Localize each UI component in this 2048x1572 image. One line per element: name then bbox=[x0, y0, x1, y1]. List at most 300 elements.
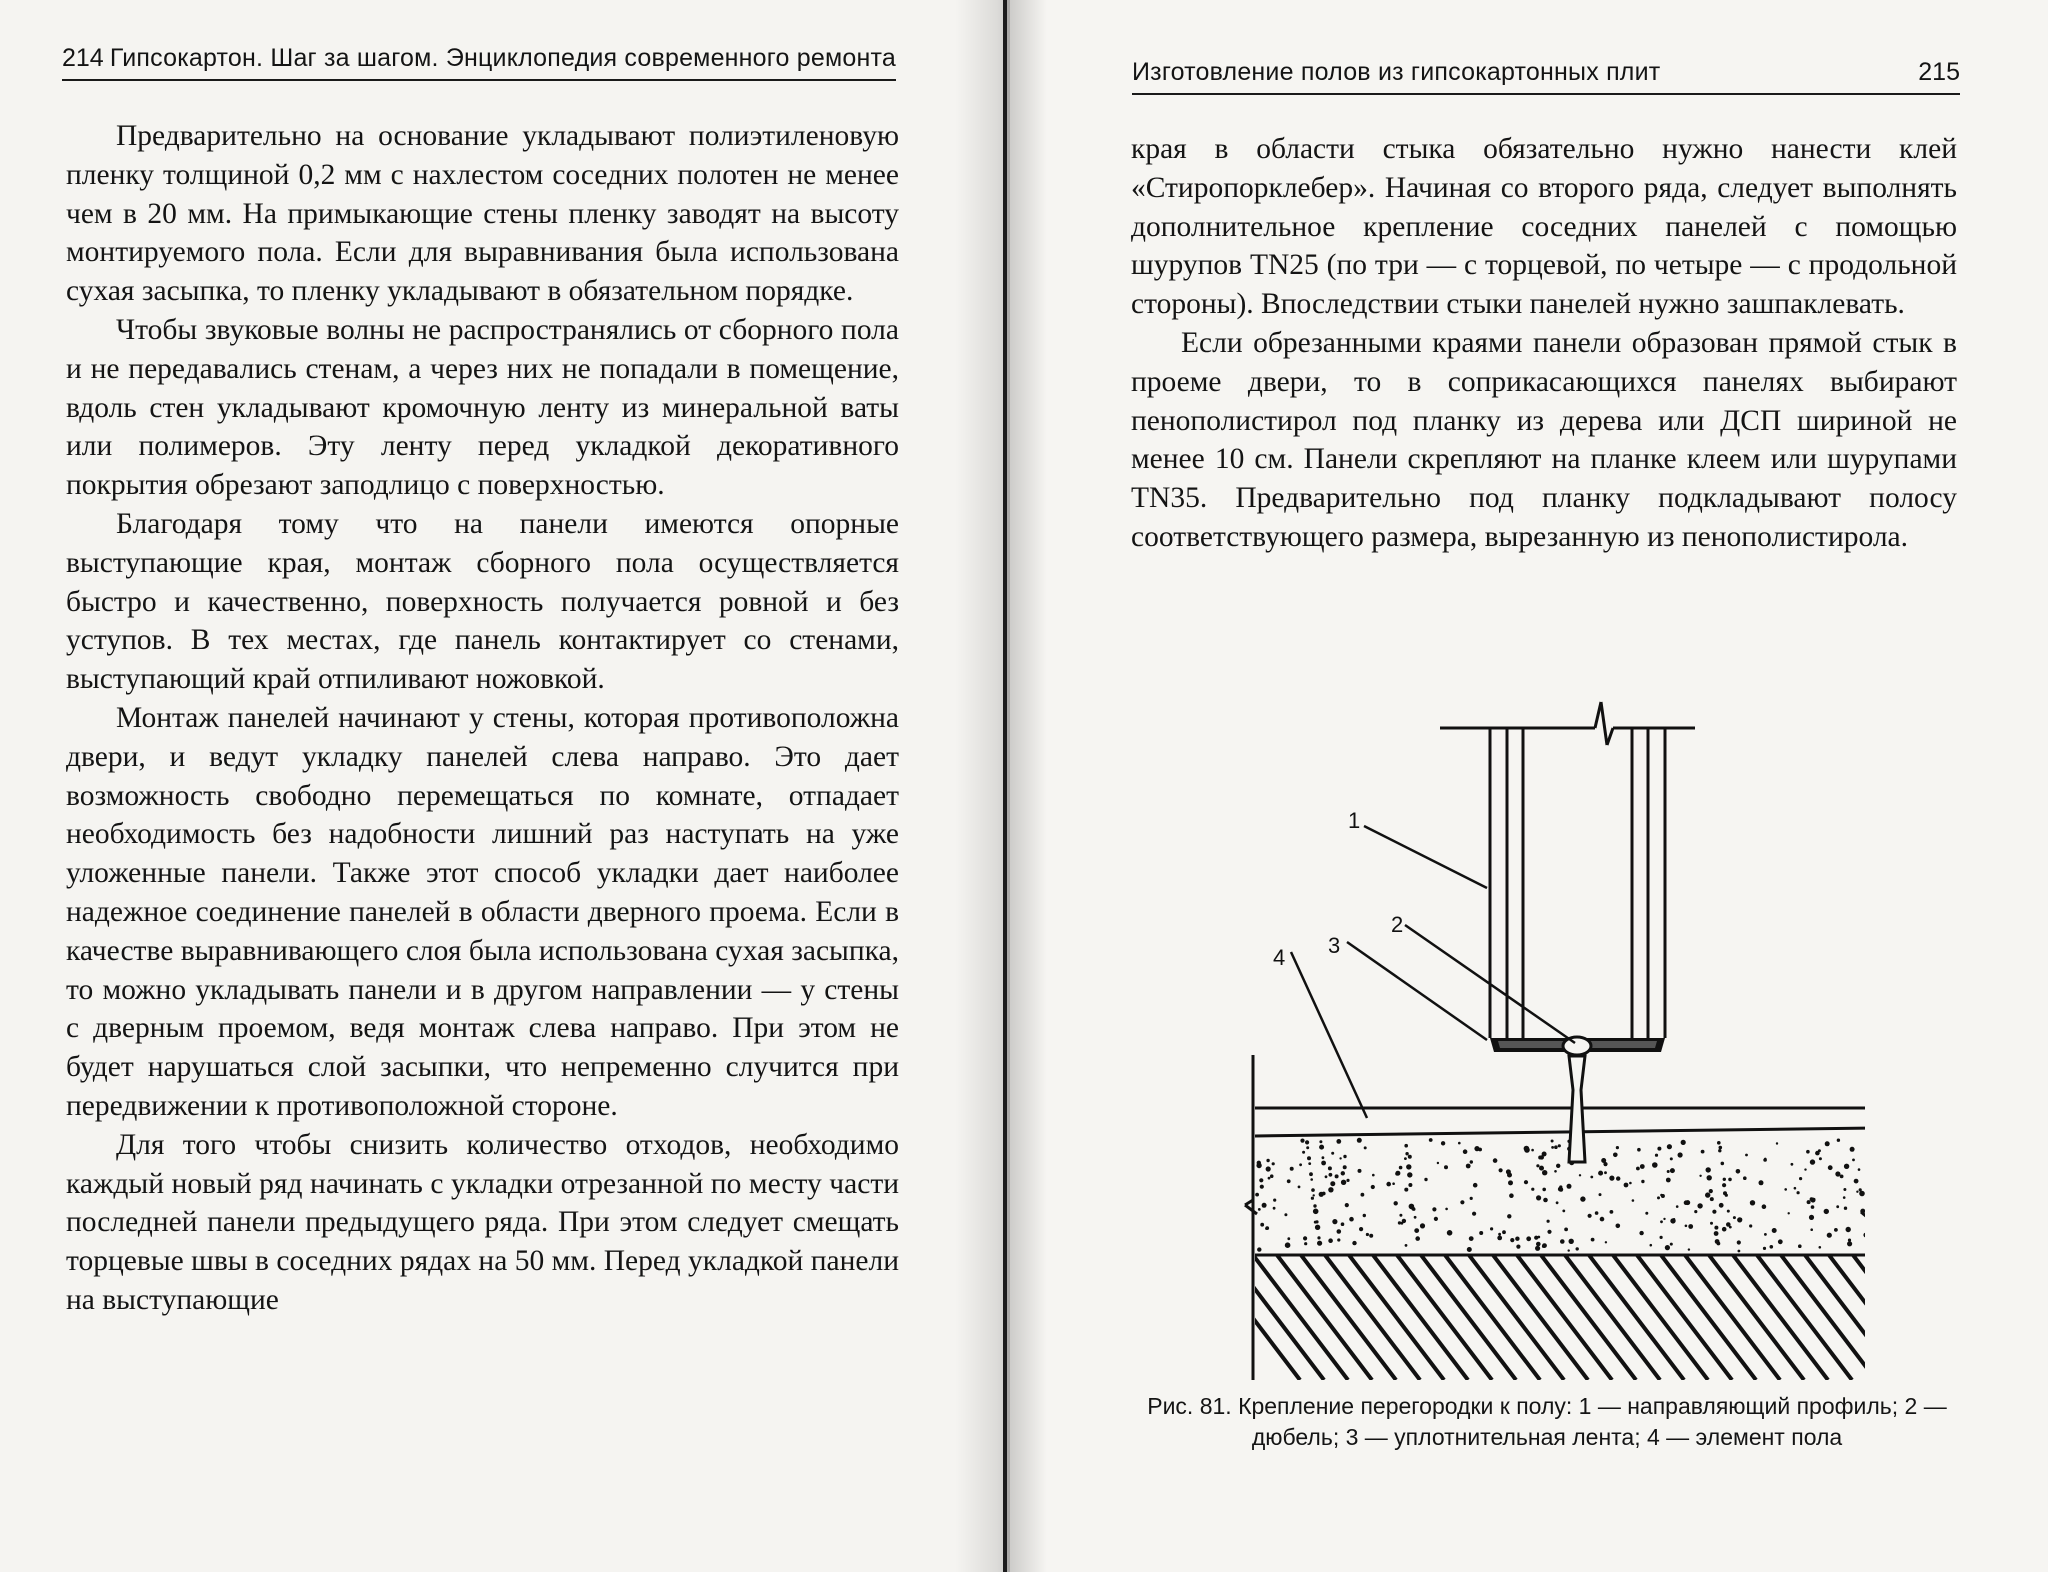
paragraph: Благодаря тому что на панели имеются опорные выступающие края, монтаж сборного пола осуществляется быстро и качественно, поверхность получается ровной и без уступов. В тех местах, где панель контактирует со стенами, выступающий край отпиливают ножовкой. bbox=[66, 507, 899, 696]
fill-grain bbox=[1266, 1159, 1269, 1162]
fill-grain bbox=[1319, 1140, 1322, 1143]
fill-grain bbox=[1670, 1168, 1675, 1173]
fill-grain bbox=[1493, 1158, 1498, 1163]
fill-grain bbox=[1667, 1170, 1670, 1173]
fill-grain bbox=[1666, 1178, 1671, 1183]
fill-grain bbox=[1508, 1180, 1513, 1185]
fill-grain bbox=[1306, 1146, 1309, 1149]
fill-grain bbox=[1432, 1207, 1436, 1211]
fill-grain bbox=[1706, 1167, 1711, 1172]
fill-grain bbox=[1825, 1141, 1830, 1146]
hatch-line bbox=[1325, 1255, 1420, 1380]
fill-grain bbox=[1788, 1212, 1790, 1214]
fill-grain bbox=[1858, 1168, 1861, 1171]
fill-grain bbox=[1727, 1210, 1730, 1213]
fill-grain bbox=[1844, 1207, 1847, 1210]
fill-grain bbox=[1258, 1208, 1261, 1211]
spine-shadow-right bbox=[1007, 0, 1047, 1572]
fill-grain bbox=[1472, 1212, 1476, 1216]
fill-grain bbox=[1330, 1181, 1335, 1186]
fill-grain bbox=[1299, 1163, 1302, 1166]
fill-grain bbox=[1610, 1210, 1614, 1214]
book-spine bbox=[1003, 0, 1007, 1572]
fill-grain bbox=[1463, 1149, 1468, 1154]
fill-grain bbox=[1335, 1174, 1339, 1178]
fill-grain bbox=[1804, 1168, 1806, 1170]
running-head-left bbox=[62, 44, 896, 81]
fill-grain bbox=[1722, 1183, 1726, 1187]
fill-grain bbox=[1409, 1204, 1415, 1210]
fill-grain bbox=[1729, 1226, 1732, 1229]
fill-grain bbox=[1337, 1238, 1340, 1241]
hatch-line bbox=[1733, 1255, 1828, 1380]
fill-grain bbox=[1762, 1204, 1767, 1209]
fill-grain bbox=[1718, 1149, 1721, 1152]
fill-grain bbox=[1392, 1182, 1395, 1185]
fill-grain bbox=[1837, 1139, 1840, 1142]
paragraph: Если обрезанными краями панели образован прямой стык в проеме двери, то в соприкасающихся панелях выбирают пенополистирол под планку из дерева или ДСП шириной не менее 10 см. Панели скрепляют на планке клеем или шурупами TN35. Предварительно под планку подкладывают полосу соответствующего размера, вырезанную из пенополистирола. bbox=[1131, 326, 1957, 553]
hatch-line bbox=[1397, 1255, 1492, 1380]
fill-grain bbox=[1819, 1157, 1822, 1160]
fill-grain bbox=[1526, 1236, 1531, 1241]
fill-grain bbox=[1536, 1242, 1541, 1247]
fill-grain bbox=[1598, 1171, 1603, 1176]
fill-grain bbox=[1507, 1214, 1511, 1218]
fill-grain bbox=[1737, 1217, 1742, 1222]
fill-grain bbox=[1759, 1180, 1764, 1185]
fill-grain bbox=[1329, 1173, 1333, 1177]
fill-grain bbox=[1366, 1233, 1369, 1236]
hatch-line bbox=[1277, 1255, 1372, 1380]
fill-grain bbox=[1343, 1165, 1347, 1169]
hatch-line bbox=[1541, 1255, 1636, 1380]
fill-grain bbox=[1824, 1209, 1829, 1214]
fill-grain bbox=[1405, 1152, 1408, 1155]
fill-grain bbox=[1714, 1226, 1718, 1230]
fill-grain bbox=[1309, 1172, 1313, 1176]
break-mark bbox=[1601, 702, 1607, 745]
hatch-line bbox=[1565, 1255, 1660, 1380]
fill-grain bbox=[1681, 1140, 1686, 1145]
fill-grain bbox=[1352, 1241, 1356, 1245]
fill-grain bbox=[1551, 1140, 1554, 1143]
fill-grain bbox=[1728, 1178, 1732, 1182]
right-page bbox=[1010, 0, 2048, 1572]
fill-grain bbox=[1287, 1179, 1291, 1183]
paragraph: края в области стыка обязательно нужно нанести клей «Стиропорклебер». Начиная со второго ряда, следует выполнять дополнительное крепление соседних панелей с помощью шурупов TN25 (по три — с торцевой, по четыре — с продольной стороны). Впоследствии стыки панелей нужно зашпаклевать. bbox=[1131, 133, 1957, 321]
fill-grain bbox=[1567, 1184, 1572, 1189]
fill-grain bbox=[1408, 1155, 1412, 1159]
fill-grain bbox=[1710, 1222, 1713, 1225]
fill-grain bbox=[1569, 1239, 1574, 1244]
fill-grain bbox=[1650, 1244, 1653, 1247]
fill-grain bbox=[1717, 1141, 1721, 1145]
left-break-mark bbox=[1245, 1205, 1257, 1214]
leader-line-1 bbox=[1364, 826, 1487, 888]
fill-grain bbox=[1733, 1216, 1736, 1219]
fill-grain bbox=[1743, 1176, 1747, 1180]
fill-grain bbox=[1712, 1210, 1716, 1214]
fill-grain bbox=[1809, 1215, 1814, 1220]
fill-grain bbox=[1434, 1217, 1438, 1221]
hatch-line bbox=[1661, 1255, 1756, 1380]
fill-grain bbox=[1447, 1230, 1453, 1236]
fill-grain bbox=[1420, 1223, 1425, 1228]
fill-grain bbox=[1639, 1231, 1643, 1235]
fill-grain bbox=[1699, 1175, 1701, 1177]
figure-caption: Рис. 81. Крепление перегородки к полу: 1 — направляющий профиль; 2 — дюбель; 3 — уплотнительная лента; 4 — элемент пола bbox=[1147, 1393, 1947, 1450]
fill-grain bbox=[1641, 1180, 1644, 1183]
fill-grain bbox=[1660, 1220, 1663, 1223]
fill-grain bbox=[1303, 1236, 1307, 1240]
fill-grain bbox=[1750, 1200, 1755, 1205]
hatch-line bbox=[1685, 1255, 1780, 1380]
fill-grain bbox=[1536, 1195, 1541, 1200]
leader-line-4 bbox=[1291, 952, 1367, 1118]
fill-grain bbox=[1266, 1166, 1271, 1171]
hatch-line bbox=[1253, 1255, 1348, 1380]
fill-grain bbox=[1794, 1187, 1797, 1190]
fill-grain bbox=[1564, 1228, 1568, 1232]
fill-grain bbox=[1721, 1162, 1725, 1166]
fill-grain bbox=[1479, 1231, 1483, 1235]
fill-grain bbox=[1490, 1227, 1493, 1230]
fill-grain bbox=[1670, 1157, 1673, 1160]
fill-grain bbox=[1469, 1236, 1474, 1241]
fill-grain bbox=[1361, 1193, 1365, 1197]
fill-grain bbox=[1498, 1233, 1501, 1236]
fill-grain bbox=[1341, 1222, 1345, 1226]
fill-grain bbox=[1763, 1247, 1766, 1250]
fill-grain bbox=[1810, 1159, 1815, 1164]
fill-grain bbox=[1270, 1174, 1274, 1178]
page-number-left: 214 bbox=[62, 44, 104, 72]
fill-grain bbox=[1616, 1224, 1621, 1229]
fill-grain bbox=[1736, 1169, 1741, 1174]
left-page bbox=[0, 0, 1010, 1572]
fill-grain bbox=[1398, 1221, 1401, 1224]
fill-grain bbox=[1310, 1178, 1313, 1181]
fill-grain bbox=[1678, 1152, 1683, 1157]
fill-grain bbox=[1819, 1246, 1822, 1249]
fill-grain bbox=[1827, 1233, 1832, 1238]
fill-grain bbox=[1444, 1165, 1448, 1169]
fill-grain bbox=[1408, 1183, 1412, 1187]
fill-grain bbox=[1343, 1155, 1346, 1158]
fill-grain bbox=[1305, 1140, 1309, 1144]
fill-grain bbox=[1655, 1154, 1658, 1157]
fill-grain bbox=[1298, 1186, 1301, 1189]
fill-grain bbox=[1556, 1164, 1560, 1168]
fill-grain bbox=[1509, 1193, 1514, 1198]
left-body-text bbox=[66, 117, 899, 1320]
fill-grain bbox=[1437, 1162, 1439, 1164]
fill-grain bbox=[1657, 1147, 1661, 1151]
fill-grain bbox=[1828, 1165, 1833, 1170]
fill-grain bbox=[1536, 1164, 1539, 1167]
fill-grain bbox=[1516, 1245, 1520, 1249]
fill-grain bbox=[1852, 1159, 1855, 1162]
fill-grain bbox=[1601, 1158, 1606, 1163]
fill-grain bbox=[1652, 1162, 1658, 1168]
fill-grain bbox=[1371, 1185, 1375, 1189]
fill-grain bbox=[1369, 1234, 1373, 1238]
fill-grain bbox=[1580, 1196, 1585, 1201]
fill-grain bbox=[1319, 1145, 1324, 1150]
fill-grain bbox=[1402, 1219, 1406, 1223]
fill-grain bbox=[1807, 1200, 1811, 1204]
hatch-line bbox=[1469, 1255, 1564, 1380]
fill-grain bbox=[1273, 1199, 1276, 1202]
fill-grain bbox=[1600, 1217, 1605, 1222]
fill-grain bbox=[1515, 1237, 1519, 1241]
fill-grain bbox=[1473, 1183, 1478, 1188]
fill-grain bbox=[1599, 1193, 1602, 1196]
fill-grain bbox=[1319, 1192, 1324, 1197]
fill-grain bbox=[1364, 1146, 1367, 1149]
fill-grain bbox=[1543, 1198, 1548, 1203]
fill-grain bbox=[1304, 1242, 1307, 1245]
hatch-line bbox=[1517, 1255, 1612, 1380]
fill-grain bbox=[1466, 1164, 1471, 1169]
fill-grain bbox=[1551, 1146, 1554, 1149]
fill-grain bbox=[1531, 1188, 1534, 1191]
fill-grain bbox=[1414, 1228, 1419, 1233]
fill-grain bbox=[1770, 1245, 1774, 1249]
fill-grain bbox=[1722, 1227, 1727, 1232]
page-number-right: 215 bbox=[1918, 58, 1960, 86]
fill-grain bbox=[1290, 1167, 1294, 1171]
fill-grain bbox=[1859, 1191, 1865, 1197]
fill-grain bbox=[1478, 1148, 1482, 1152]
fill-grain bbox=[1311, 1188, 1315, 1192]
fill-grain bbox=[1262, 1203, 1267, 1208]
fill-grain bbox=[1497, 1236, 1502, 1241]
fill-grain bbox=[1542, 1170, 1547, 1175]
fill-grain bbox=[1560, 1239, 1565, 1244]
fill-grain bbox=[1265, 1228, 1267, 1230]
fill-grain bbox=[1846, 1227, 1851, 1232]
figure-label-1: 1 bbox=[1348, 808, 1361, 833]
fill-grain bbox=[1719, 1146, 1723, 1150]
fill-grain bbox=[1645, 1212, 1648, 1215]
fill-grain bbox=[1331, 1152, 1334, 1155]
fill-grain bbox=[1784, 1188, 1787, 1191]
running-head-right bbox=[1132, 58, 1960, 95]
fill-grain bbox=[1799, 1177, 1802, 1180]
fill-grain bbox=[1806, 1150, 1810, 1154]
fill-grain bbox=[1315, 1220, 1318, 1223]
fill-grain bbox=[1458, 1142, 1461, 1145]
fill-grain bbox=[1313, 1194, 1315, 1196]
fill-grain bbox=[1540, 1155, 1544, 1159]
fill-grain bbox=[1707, 1175, 1712, 1180]
fill-grain bbox=[1624, 1183, 1629, 1188]
fill-grain bbox=[1665, 1245, 1670, 1250]
fill-grain bbox=[1341, 1180, 1346, 1185]
fill-grain bbox=[1272, 1162, 1275, 1165]
fill-grain bbox=[1811, 1205, 1815, 1209]
fill-grain bbox=[1745, 1154, 1748, 1157]
fill-grain bbox=[1850, 1147, 1855, 1152]
fill-grain bbox=[1661, 1194, 1665, 1198]
fill-grain bbox=[1688, 1224, 1693, 1229]
fill-grain bbox=[1332, 1219, 1337, 1224]
fill-grain bbox=[1863, 1233, 1865, 1238]
fill-grain bbox=[1844, 1164, 1849, 1169]
floor-hatching bbox=[1205, 1255, 1865, 1380]
hatch-line bbox=[1493, 1255, 1588, 1380]
fill-grain bbox=[1372, 1174, 1375, 1177]
fill-grain bbox=[1609, 1176, 1614, 1181]
fill-grain bbox=[1321, 1161, 1326, 1166]
fill-grain bbox=[1588, 1214, 1592, 1218]
hatch-line bbox=[1301, 1255, 1396, 1380]
fill-grain bbox=[1358, 1169, 1362, 1173]
leader-line-3 bbox=[1347, 942, 1487, 1040]
fill-grain bbox=[1285, 1242, 1291, 1248]
fill-grain bbox=[1499, 1168, 1503, 1172]
fill-grain bbox=[1854, 1179, 1859, 1184]
fill-grain bbox=[1394, 1201, 1398, 1205]
fill-grain bbox=[1359, 1227, 1363, 1231]
fill-grain bbox=[1336, 1139, 1341, 1144]
fill-grain bbox=[1657, 1196, 1660, 1199]
fill-grain bbox=[1357, 1138, 1362, 1143]
paragraph: Предварительно на основание укладывают полиэтиленовую пленку толщиной 0,2 мм с нахлестом соседних полотен не менее чем в 20 мм. На примыкающие стены пленку заводят на высоту монтируемого пола. Если для выравнивания была использована сухая засыпка, то пленку укладывают в обязательном порядке. bbox=[66, 120, 899, 308]
fill-grain bbox=[1616, 1176, 1620, 1180]
fill-grain bbox=[1663, 1218, 1665, 1220]
floor-panel-bottom bbox=[1255, 1128, 1865, 1136]
hatch-line bbox=[1373, 1255, 1468, 1380]
fill-grain bbox=[1307, 1156, 1311, 1160]
hatch-line bbox=[1421, 1255, 1516, 1380]
fill-grain bbox=[1763, 1158, 1767, 1162]
dry-fill-layer bbox=[1255, 1138, 1865, 1253]
fill-grain bbox=[1559, 1188, 1563, 1192]
fill-grain bbox=[1260, 1223, 1264, 1227]
fill-grain bbox=[1284, 1213, 1287, 1216]
fill-grain bbox=[1616, 1146, 1619, 1149]
fill-grain bbox=[1737, 1240, 1741, 1244]
fill-grain bbox=[1470, 1197, 1473, 1200]
fill-grain bbox=[1714, 1231, 1719, 1236]
fill-grain bbox=[1524, 1146, 1530, 1152]
fill-grain bbox=[1776, 1142, 1778, 1144]
fill-grain bbox=[1554, 1145, 1558, 1149]
hatch-line bbox=[1445, 1255, 1540, 1380]
fill-grain bbox=[1268, 1177, 1271, 1180]
fill-grain bbox=[1843, 1196, 1846, 1199]
fill-grain bbox=[1556, 1201, 1559, 1204]
fill-grain bbox=[1429, 1138, 1433, 1142]
fill-grain bbox=[1510, 1238, 1514, 1242]
fill-grain bbox=[1604, 1171, 1607, 1174]
fill-grain bbox=[1328, 1238, 1333, 1243]
fill-grain bbox=[1349, 1217, 1354, 1222]
fill-grain bbox=[1260, 1185, 1264, 1189]
fill-grain bbox=[1317, 1241, 1322, 1246]
fill-grain bbox=[1539, 1166, 1544, 1171]
fill-grain bbox=[1778, 1239, 1783, 1244]
running-title-right: Изготовление полов из гипсокартонных плит bbox=[1132, 58, 1661, 86]
fill-grain bbox=[1507, 1173, 1512, 1178]
fill-grain bbox=[1835, 1171, 1840, 1176]
fill-grain bbox=[1317, 1236, 1320, 1239]
fill-grain bbox=[1738, 1250, 1741, 1253]
fill-grain bbox=[1257, 1247, 1261, 1251]
fill-grain bbox=[1701, 1150, 1705, 1154]
fill-grain bbox=[1810, 1228, 1813, 1231]
fill-grain bbox=[1302, 1151, 1305, 1154]
fill-grain bbox=[1441, 1141, 1445, 1145]
fill-grain bbox=[1273, 1207, 1276, 1210]
fill-grain bbox=[1341, 1171, 1345, 1175]
fill-grain bbox=[1636, 1167, 1640, 1171]
fill-grain bbox=[1259, 1178, 1263, 1182]
fill-grain bbox=[1300, 1139, 1304, 1143]
fill-grain bbox=[1328, 1166, 1332, 1170]
fill-grain bbox=[1856, 1191, 1858, 1193]
fill-grain bbox=[1256, 1163, 1261, 1168]
fill-grain bbox=[1404, 1144, 1408, 1148]
fill-grain bbox=[1460, 1200, 1464, 1204]
fill-grain bbox=[1345, 1203, 1349, 1207]
fill-grain bbox=[1308, 1162, 1311, 1165]
fill-grain bbox=[1524, 1180, 1528, 1184]
fill-grain bbox=[1723, 1178, 1726, 1181]
fill-grain bbox=[1688, 1248, 1690, 1250]
hatch-line bbox=[1709, 1255, 1804, 1380]
paragraph: Чтобы звуковые волны не распространялись от сборного пола и не передавались стенам, а через них не попадали в помещение, вдоль стен укладывают кромочную ленту из минеральной ваты или полимеров. Эту ленту перед укладкой декоративного покрытия обрезают заподлицо с поверхностью. bbox=[66, 313, 899, 502]
fill-grain bbox=[1502, 1230, 1506, 1234]
fill-grain bbox=[1404, 1157, 1407, 1160]
fill-grain bbox=[1406, 1164, 1411, 1169]
fill-grain bbox=[1445, 1208, 1448, 1211]
fill-grain bbox=[1710, 1197, 1714, 1201]
fill-grain bbox=[1415, 1236, 1420, 1241]
fill-grain bbox=[1660, 1236, 1663, 1239]
fill-grain bbox=[1470, 1160, 1473, 1163]
fill-grain bbox=[1404, 1188, 1408, 1192]
hatch-line bbox=[1637, 1255, 1732, 1380]
paragraph: Монтаж панелей начинают у стены, которая противоположна двери, и ведут укладку панелей слева направо. Это дает возможность свободно перемещаться по комнате, отпадает необходимость без надобности лишний раз наступать на уже уложенные панели. Также этот способ укладки дает наиболее надежное соединение панелей в области дверного проема. Если в качестве выравнивающего слоя была использована сухая засыпка, то можно укладывать панели и в другом направлении — у стены с дверным проемом, ведя монтаж слева направо. При этом не будет нарушаться слой засыпки, что непременно случится при передвижении к противоположной стороне. bbox=[66, 701, 899, 1122]
fill-grain bbox=[1568, 1249, 1570, 1251]
fill-grain bbox=[1328, 1187, 1333, 1192]
fill-grain bbox=[1399, 1166, 1403, 1170]
fill-grain bbox=[1579, 1174, 1581, 1176]
hatch-line bbox=[1229, 1255, 1324, 1380]
fill-grain bbox=[1797, 1191, 1800, 1194]
right-body-text bbox=[1131, 130, 1957, 557]
fill-grain bbox=[1547, 1220, 1550, 1223]
fill-grain bbox=[1709, 1189, 1713, 1193]
fill-grain bbox=[1346, 1179, 1349, 1182]
break-mark bbox=[1607, 728, 1613, 745]
fill-grain bbox=[1715, 1239, 1720, 1244]
fill-grain bbox=[1554, 1170, 1557, 1173]
fill-grain bbox=[1791, 1163, 1794, 1166]
fill-grain bbox=[1313, 1204, 1316, 1207]
fill-grain bbox=[1836, 1205, 1839, 1208]
dowel bbox=[1563, 1037, 1591, 1162]
fill-grain bbox=[1685, 1225, 1688, 1228]
fill-grain bbox=[1542, 1188, 1546, 1192]
fill-grain bbox=[1811, 1198, 1816, 1203]
fill-grain bbox=[1363, 1214, 1366, 1217]
fill-grain bbox=[1815, 1151, 1820, 1156]
fill-grain bbox=[1287, 1237, 1290, 1240]
